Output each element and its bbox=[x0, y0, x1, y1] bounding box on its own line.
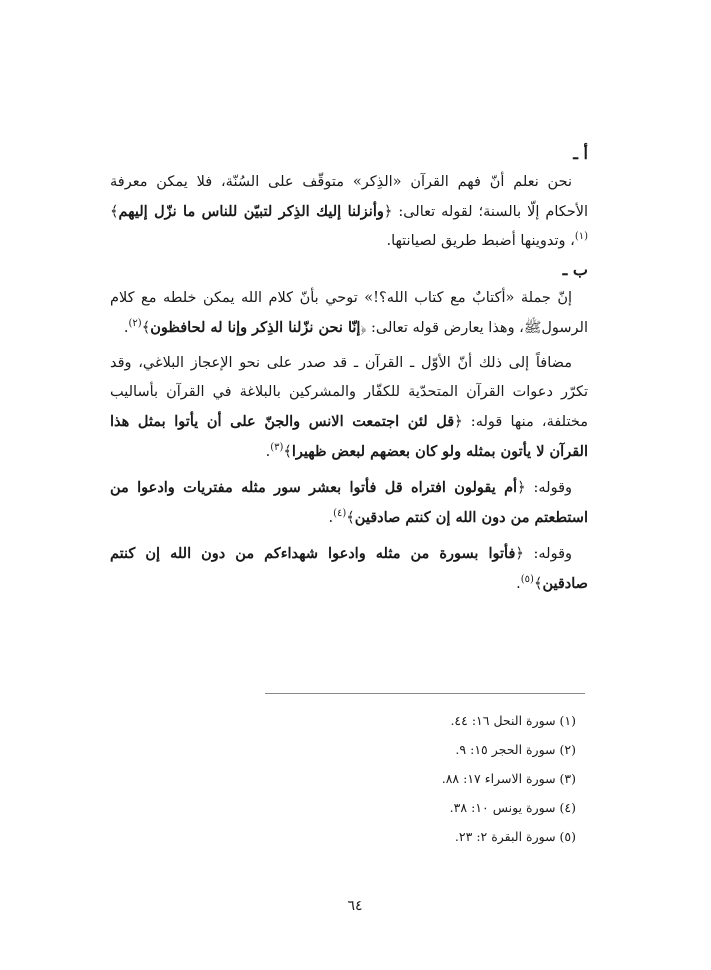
verse-close-bracket: ﴾ bbox=[141, 320, 151, 336]
page-number: ٦٤ bbox=[347, 898, 363, 914]
page-body bbox=[110, 140, 588, 599]
footnote-ref-4[interactable]: (٤) bbox=[333, 508, 347, 520]
paragraph-text: وقوله: ﴿ bbox=[517, 480, 573, 496]
paragraph-text: ، وتدوينها أضبط طريق لصيانتها. bbox=[386, 233, 575, 249]
verse-close-bracket: ﴾ bbox=[110, 204, 119, 220]
paragraph-sunnah-necessity bbox=[110, 168, 588, 256]
quran-verse: وأنزلنا إليك الذِكر لتبيّن للناس ما نزّل إليهم bbox=[118, 203, 384, 220]
footnote-3: (٣) سورة الاسراء ١٧: ٨٨. bbox=[441, 771, 576, 786]
verse-close-bracket: ﴾ bbox=[346, 510, 355, 526]
paragraph-text: . bbox=[265, 444, 271, 460]
footnotes bbox=[110, 706, 580, 851]
paragraph-one-surah bbox=[110, 539, 588, 599]
footnote-ref-2[interactable]: (٢) bbox=[128, 318, 142, 330]
quran-verse: قل لئن اجتمعت الانس والجنّ على أن يأتوا بمثل هذا القرآن لا يأتون بمثله ولو كان بعضهم لبعض ظهيرا bbox=[110, 413, 588, 460]
paragraph-text: . bbox=[123, 320, 129, 336]
footnote-5: (٥) سورة البقرة ٢: ٢٣. bbox=[454, 829, 576, 844]
verse-close-bracket: ﴾ bbox=[283, 444, 292, 460]
footnote-4: (٤) سورة يونس ١٠: ٣٨. bbox=[449, 800, 576, 815]
footnote-ref-1[interactable]: (١) bbox=[574, 231, 588, 243]
quran-verse: فأتوا بسورة من مثله وادعوا شهداءكم من دون الله إن كنتم صادقين bbox=[110, 545, 588, 592]
paragraph-ten-surahs bbox=[110, 473, 588, 533]
footnote-1: (١) سورة النحل ١٦: ٤٤. bbox=[450, 713, 576, 728]
paragraph-book-with-book bbox=[110, 284, 588, 343]
paragraph-text: مضافاً إلى ذلك أنّ الأوّل ـ القرآن ـ قد صدر على نحو الإعجاز البلاغي، وقد تكرّر دعوات القرآن المتحدّية للكفّار والمشركين بالبلاغة في القرآن بأساليب مختلفة، منها قوله: ﴿ bbox=[110, 355, 588, 430]
quran-verse: أم يقولون افتراه قل فأتوا بعشر سور مثله مفتريات وادعوا من استطعتم من دون الله إن كنتم صادقين bbox=[110, 479, 588, 526]
paragraph-text: وقوله: ﴿ bbox=[515, 546, 572, 562]
section-b-label: ب ـ bbox=[562, 260, 588, 279]
quran-verse: إنّا نحن نزّلنا الذِكر وإنا له لحافظون bbox=[150, 319, 361, 336]
paragraph-eloquence bbox=[110, 349, 588, 467]
footnote-ref-5[interactable]: (٥) bbox=[520, 574, 534, 586]
paragraph-text: . bbox=[516, 576, 521, 592]
paragraph-text: نحن نعلم أنّ فهم القرآن «الذِكر» متوقّف على السُنّة، فلا يمكن معرفة الأحكام إلّا بالسنة؛ لقوله تعالى: ﴿ bbox=[110, 174, 589, 220]
verse-close-bracket: ﴾ bbox=[533, 576, 543, 592]
paragraph-text: . bbox=[328, 510, 334, 526]
footnote-divider bbox=[265, 693, 585, 694]
section-a-label: أ ـ bbox=[573, 144, 588, 163]
footnote-ref-3[interactable]: (٣) bbox=[270, 442, 284, 454]
footnote-2: (٢) سورة الحجر ١٥: ٩. bbox=[455, 742, 576, 757]
paragraph-text: إنّ جملة «أكتابٌ مع كتاب الله؟!» توحي بأنّ كلام الله يمكن خلطه مع كلام الرسولﷺ، وهذا يعارض قوله تعالى: ﴿ bbox=[110, 290, 588, 336]
